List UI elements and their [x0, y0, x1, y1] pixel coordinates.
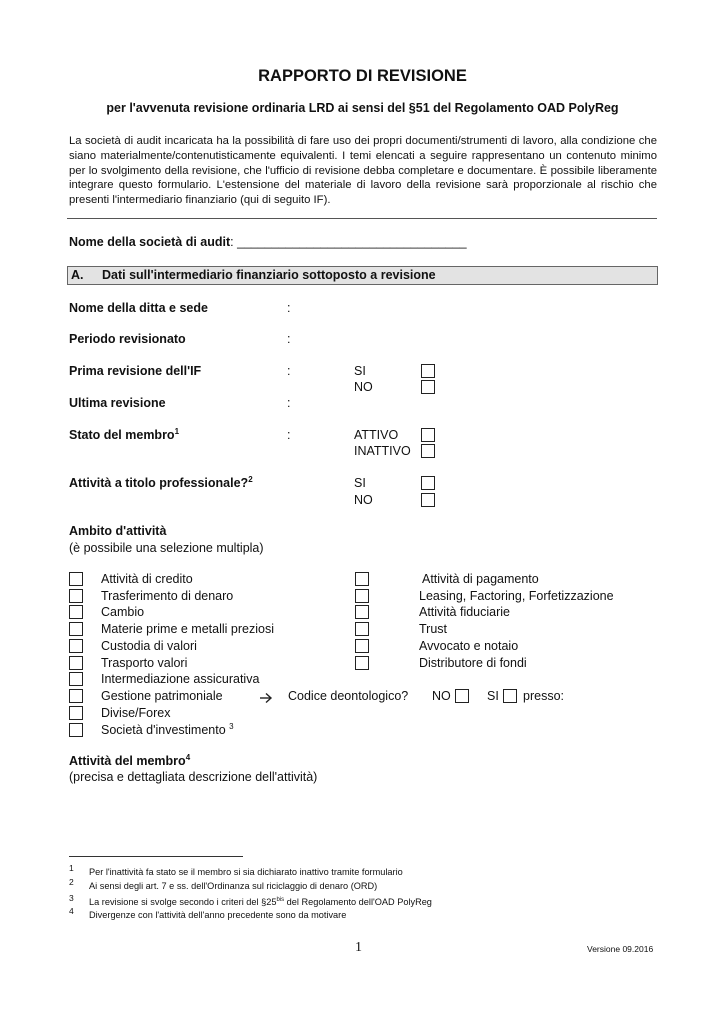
ambito-checkbox[interactable] [355, 605, 369, 619]
document-subtitle: per l'avvenuta revisione ordinaria LRD ai sensi del §51 del Regolamento OAD PolyReg [106, 101, 619, 115]
ambito-option-label: Intermediazione assicurativa [101, 672, 260, 686]
ambito-checkbox[interactable] [69, 605, 83, 619]
ambito-checkbox[interactable] [69, 622, 83, 636]
membro-note: (precisa e dettagliata descrizione dell'attività) [69, 770, 318, 784]
ambito-option-label: Leasing, Factoring, Forfetizzazione [419, 589, 614, 603]
header-divider [67, 218, 657, 219]
attivita-label-text: Attività a titolo professionale? [69, 476, 249, 490]
ambito-option-label: Attività fiduciarie [419, 605, 511, 619]
ambito-checkbox[interactable] [355, 656, 369, 670]
ambito-checkbox[interactable] [69, 572, 83, 586]
stato-attivo-checkbox[interactable] [421, 428, 435, 442]
ambito-heading: Ambito d'attività [69, 524, 167, 538]
ambito-checkbox[interactable] [355, 622, 369, 636]
auditor-colon: : [230, 235, 234, 249]
codice-no-checkbox[interactable] [455, 689, 469, 703]
prima-si-checkbox[interactable] [421, 364, 435, 378]
footnote-number: 2 [69, 877, 74, 887]
prima-si-label: SI [354, 364, 366, 378]
footnote-ref-4: 4 [185, 752, 191, 762]
ambito-option-label: Attività di pagamento [422, 572, 539, 586]
ambito-checkbox[interactable] [69, 656, 83, 670]
prima-no-label: NO [354, 380, 373, 394]
footnote-ref-1: 1 [174, 426, 180, 436]
attivita-no-label: NO [354, 493, 373, 507]
footnote-text: Divergenze con l'attività dell'anno precedente sono da motivare [89, 910, 347, 920]
footnote-number: 1 [69, 863, 74, 873]
codice-si-label: SI [487, 689, 499, 703]
stato-inattivo-checkbox[interactable] [421, 444, 435, 458]
attivita-si-label: SI [354, 476, 366, 490]
stato-label [69, 428, 179, 442]
footnote-sup: bis [276, 896, 285, 903]
prima-no-checkbox[interactable] [421, 380, 435, 394]
ambito-checkbox[interactable] [69, 689, 83, 703]
periodo-label: Periodo revisionato [69, 332, 186, 346]
attivita-label [69, 476, 253, 490]
footnote-text-part: del Regolamento dell'OAD PolyReg [284, 897, 432, 907]
auditor-blank-line[interactable]: _________________________________ [233, 235, 467, 249]
codice-si-checkbox[interactable] [503, 689, 517, 703]
stato-attivo-label: ATTIVO [354, 428, 399, 442]
section-a-title: Dati sull'intermediario finanziario sottoposto a revisione [102, 268, 436, 282]
attivita-si-checkbox[interactable] [421, 476, 435, 490]
ambito-note: (è possibile una selezione multipla) [69, 541, 264, 555]
auditor-name-field [69, 235, 467, 249]
footnote-text [89, 897, 432, 907]
ambito-option-label: Trust [419, 622, 448, 636]
codice-no-label: NO [432, 689, 451, 703]
auditor-label: Nome della società di audit [69, 235, 231, 249]
ambito-option-text: Società d'investimento [101, 723, 226, 737]
codice-presso-label: presso: [523, 689, 564, 703]
document-title: RAPPORTO DI REVISIONE [258, 67, 467, 85]
ambito-option-label: Gestione patrimoniale [101, 689, 223, 703]
periodo-colon: : [287, 332, 291, 346]
ambito-option-label: Trasporto valori [101, 656, 188, 670]
ultima-label: Ultima revisione [69, 396, 166, 410]
footnote-number: 3 [69, 893, 74, 903]
ambito-option-label: Attività di credito [101, 572, 193, 586]
ambito-checkbox[interactable] [69, 723, 83, 737]
footnote-text: Per l'inattività fa stato se il membro si sia dichiarato inattivo tramite formulario [89, 867, 403, 877]
ambito-checkbox[interactable] [355, 589, 369, 603]
ambito-option-label: Trasferimento di denaro [101, 589, 234, 603]
prima-colon: : [287, 364, 291, 378]
ambito-checkbox[interactable] [69, 639, 83, 653]
ditta-label: Nome della ditta e sede [69, 301, 208, 315]
section-a-header [67, 266, 658, 285]
ditta-colon: : [287, 301, 291, 315]
ambito-option-label: Custodia di valori [101, 639, 197, 653]
stato-colon: : [287, 428, 291, 442]
footnote-text-part: La revisione si svolge secondo i criteri del §25 [89, 897, 277, 907]
ambito-checkbox[interactable] [355, 572, 369, 586]
arrow-right-icon [259, 692, 273, 704]
footnote-ref-2: 2 [248, 474, 253, 484]
stato-label-text: Stato del membro [69, 428, 175, 442]
ambito-checkbox[interactable] [69, 672, 83, 686]
membro-heading [69, 754, 190, 768]
section-a-letter: A. [71, 268, 84, 282]
codice-label: Codice deontologico? [288, 689, 409, 703]
footnote-ref-3: 3 [229, 721, 234, 731]
ambito-option-label: Materie prime e metalli preziosi [101, 622, 274, 636]
footnote-divider [69, 856, 243, 857]
stato-inattivo-label: INATTIVO [354, 444, 411, 458]
ambito-checkbox[interactable] [69, 589, 83, 603]
footnote-text: Ai sensi degli art. 7 e ss. dell'Ordinanza sul riciclaggio di denaro (ORD) [89, 881, 378, 891]
footnote-number: 4 [69, 906, 74, 916]
ambito-option-label: Distributore di fondi [419, 656, 527, 670]
version-label: Versione 09.2016 [587, 944, 654, 954]
ambito-option-label [101, 723, 234, 737]
membro-heading-text: Attività del membro [69, 754, 186, 768]
ambito-checkbox[interactable] [355, 639, 369, 653]
attivita-no-checkbox[interactable] [421, 493, 435, 507]
prima-label: Prima revisione dell'IF [69, 364, 202, 378]
ambito-option-label: Cambio [101, 605, 145, 619]
ambito-option-label: Divise/Forex [101, 706, 171, 720]
ultima-colon: : [287, 396, 291, 410]
ambito-option-label: Avvocato e notaio [419, 639, 519, 653]
page-number: 1 [355, 940, 362, 955]
ambito-checkbox[interactable] [69, 706, 83, 720]
intro-paragraph: La società di audit incaricata ha la possibilità di fare uso dei propri documenti/strumenti di lavoro, alla condizione che siano materialmente/contenutisticamente equivalenti. I temi elencati a seguire rappresentano un contenuto minimo per lo svolgimento della revisione, che l'ufficio di revisione debba completare e documentare. È possibile liberamente integrare questo formulario. L'estensione del materiale di lavoro della revisione sarà proporzionale al rischio che presenti l'intermediario finanziario (qui di seguito IF). [69, 135, 657, 207]
